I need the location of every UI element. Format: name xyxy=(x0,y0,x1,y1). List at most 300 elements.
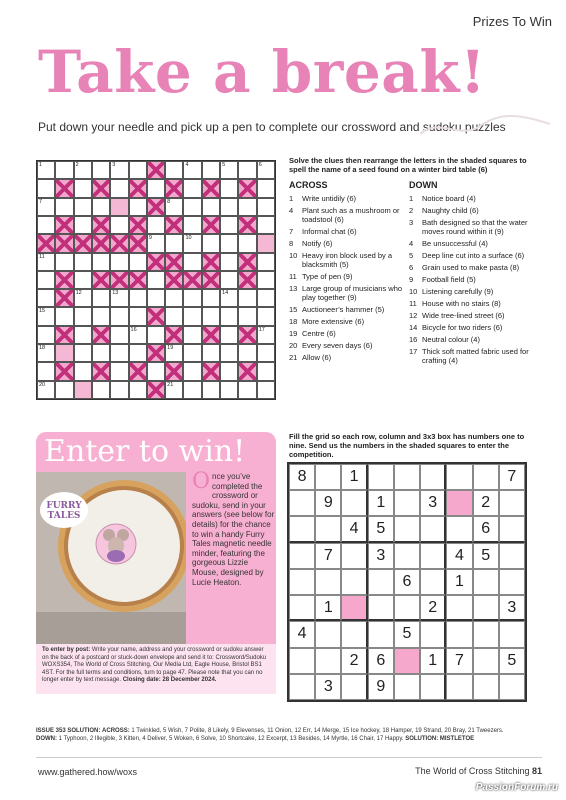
clue-text: Wide tree-lined street (6) xyxy=(422,310,505,320)
crossword-cell xyxy=(37,161,55,179)
clue-item xyxy=(409,275,541,284)
clue-num: 18 xyxy=(289,316,298,326)
crossword-cell xyxy=(202,216,220,234)
crossword-cell xyxy=(183,253,201,271)
sudoku-cell xyxy=(315,621,341,647)
crossword-cell xyxy=(257,344,275,362)
sudoku-cell xyxy=(420,464,446,490)
crossword-cell xyxy=(147,344,165,362)
crossword-cell xyxy=(74,179,92,197)
crossword-cell xyxy=(183,307,201,325)
crossword-cell xyxy=(220,289,238,307)
crossword-cell xyxy=(110,216,128,234)
crossword-cell xyxy=(220,179,238,197)
sudoku-cell xyxy=(473,648,499,674)
clue-number: 17 xyxy=(258,326,265,333)
crossword-cell xyxy=(55,234,73,252)
clue-num: 10 xyxy=(409,286,418,296)
crossword-cell xyxy=(55,161,73,179)
crossword-cell xyxy=(74,362,92,380)
sudoku-cell xyxy=(446,621,472,647)
crossword-cell xyxy=(202,179,220,197)
clue-text: Grain used to make pasta (8) xyxy=(422,262,520,272)
prize-description xyxy=(192,469,276,587)
crossword-cell xyxy=(92,161,110,179)
clue-number: 13 xyxy=(112,290,119,297)
clue-item xyxy=(409,218,541,236)
crossword-cell xyxy=(257,307,275,325)
crossword-cell xyxy=(55,198,73,216)
clue-item xyxy=(289,284,407,302)
sudoku-cell: 3 xyxy=(499,595,525,621)
crossword-cell xyxy=(238,307,256,325)
clue-number: 18 xyxy=(39,345,46,352)
clue-text: Listening carefully (9) xyxy=(422,286,494,296)
sudoku-cell: 4 xyxy=(341,516,367,542)
sudoku-cell xyxy=(341,595,367,621)
sudoku-cell: 9 xyxy=(368,674,394,700)
crossword-cell xyxy=(147,381,165,399)
crossword-cell xyxy=(165,362,183,380)
closing-date: 28 December 2024. xyxy=(162,677,217,683)
clue-text: Deep line cut into a surface (6) xyxy=(422,250,525,260)
sudoku-cell: 6 xyxy=(368,648,394,674)
prize-body: nce you’ve completed the crossword or sudoku, send in your answers (see below for details) for the chance to win a handy Furry Tales magnetic needle minder, featuring the gorgeous Lizzie Mouse, designed by Lucie Heaton. xyxy=(192,472,275,587)
sudoku-cell: 2 xyxy=(341,648,367,674)
crossword-cell xyxy=(110,271,128,289)
clue-item xyxy=(409,206,541,215)
crossword-cell xyxy=(129,161,147,179)
closing-label: Closing date: xyxy=(122,677,161,683)
crossword-cell xyxy=(129,362,147,380)
sudoku-cell xyxy=(394,516,420,542)
crossword-cell xyxy=(202,289,220,307)
sudoku-cell xyxy=(394,674,420,700)
crossword-cell xyxy=(165,381,183,399)
crossword-cell xyxy=(110,362,128,380)
crossword-cell xyxy=(147,179,165,197)
crossword-cell xyxy=(238,344,256,362)
sudoku-cell: 6 xyxy=(394,569,420,595)
crossword-cell xyxy=(92,307,110,325)
crossword-cell xyxy=(183,289,201,307)
clue-text: Write untidily (6) xyxy=(302,193,357,203)
clue-text: Type of pen (9) xyxy=(302,271,353,281)
crossword-cell xyxy=(147,289,165,307)
sudoku-cell xyxy=(341,674,367,700)
crossword-cell xyxy=(92,362,110,380)
solution-answer: MISTLETOE xyxy=(439,735,475,742)
crossword-cell xyxy=(74,234,92,252)
crossword-cell xyxy=(110,161,128,179)
crossword-cell xyxy=(165,271,183,289)
crossword-cell xyxy=(165,198,183,216)
crossword-cell xyxy=(110,289,128,307)
clue-item xyxy=(409,323,541,332)
crossword-cell xyxy=(129,234,147,252)
crossword-cell xyxy=(37,198,55,216)
sudoku-cell xyxy=(446,595,472,621)
clue-num: 21 xyxy=(289,352,298,362)
crossword-cell xyxy=(165,216,183,234)
crossword-cell xyxy=(110,234,128,252)
clue-item xyxy=(289,317,407,326)
crossword-cell xyxy=(74,253,92,271)
clue-number: 2 xyxy=(75,162,79,168)
crossword-cell xyxy=(238,362,256,380)
crossword-cell xyxy=(37,253,55,271)
crossword-cell xyxy=(74,216,92,234)
crossword-cell xyxy=(238,161,256,179)
sudoku-cell: 8 xyxy=(289,464,315,490)
clue-number: 21 xyxy=(167,381,174,388)
crossword-cell xyxy=(74,289,92,307)
sudoku-cell: 2 xyxy=(473,490,499,516)
crossword-cell xyxy=(257,289,275,307)
sudoku-cell xyxy=(420,543,446,569)
crossword-cell xyxy=(129,271,147,289)
clue-text: Informal chat (6) xyxy=(302,226,357,236)
sudoku-cell xyxy=(341,621,367,647)
sudoku-cell xyxy=(499,621,525,647)
clue-item xyxy=(289,239,407,248)
crossword-cell xyxy=(129,253,147,271)
clue-text: More extensive (6) xyxy=(302,316,365,326)
clue-num: 8 xyxy=(289,238,294,248)
crossword-cell xyxy=(110,381,128,399)
prize-title: Enter to win! xyxy=(44,434,246,469)
crossword-cell xyxy=(238,198,256,216)
crossword-cell xyxy=(202,344,220,362)
solution-across: 1 Twinkled, 5 Wish, 7 Polite, 8 Likely, 9 Elevenses, 11 Onion, 12 Err, 14 Merge, 15 Ice hockey, 18 Hamper, 19 Strand, 20 Bray, 21 Tweezers. xyxy=(131,728,504,734)
clue-number: 7 xyxy=(39,198,43,205)
crossword-cell xyxy=(55,326,73,344)
sudoku-cell xyxy=(420,621,446,647)
clue-number: 16 xyxy=(130,326,137,333)
sudoku-grid xyxy=(287,462,527,702)
crossword-cell xyxy=(147,216,165,234)
clue-item xyxy=(409,251,541,260)
watermark: PassionForum.ru xyxy=(475,782,558,793)
crossword-cell xyxy=(238,234,256,252)
crossword-cell xyxy=(74,344,92,362)
sudoku-cell xyxy=(289,516,315,542)
sudoku-cell: 6 xyxy=(473,516,499,542)
clue-num: 15 xyxy=(289,304,298,314)
entry-label: To enter by post: xyxy=(42,647,91,653)
clue-item xyxy=(409,194,541,203)
crossword-cell xyxy=(74,161,92,179)
crossword-cell xyxy=(55,381,73,399)
sudoku-cell xyxy=(473,674,499,700)
sudoku-cell xyxy=(420,569,446,595)
dropcap: O xyxy=(192,469,211,494)
clue-number: 12 xyxy=(75,290,82,297)
sudoku-cell: 7 xyxy=(499,464,525,490)
clue-num: 10 xyxy=(289,250,298,260)
crossword-cell xyxy=(129,326,147,344)
crossword-cell xyxy=(183,344,201,362)
crossword-cell xyxy=(238,216,256,234)
clue-item xyxy=(409,311,541,320)
clue-text: Allow (6) xyxy=(302,352,332,362)
sudoku-cell xyxy=(394,490,420,516)
footer-url[interactable]: www.gathered.how/woxs xyxy=(38,767,138,777)
crossword-cell xyxy=(129,198,147,216)
sudoku-cell xyxy=(499,569,525,595)
crossword-cell xyxy=(92,253,110,271)
sudoku-cell xyxy=(394,595,420,621)
crossword-cell xyxy=(183,216,201,234)
decorative-swirl-icon xyxy=(420,112,550,142)
crossword-cell xyxy=(238,381,256,399)
crossword-cell xyxy=(37,326,55,344)
sudoku-cell: 2 xyxy=(420,595,446,621)
crossword-cell xyxy=(183,179,201,197)
clue-item xyxy=(409,347,541,365)
entry-text: Write your name, address and your crossword or sudoku answer on the back of a postcard or stuck-down envelope and send it to: Crossword/Sudoku WOXS354, The World of Cross Stitching, Our Media Ltd, Eagle House, Bristol BS1 4ST. For the full terms and conditions, turn to page 47. Please note that you can no longer enter by text message. xyxy=(42,647,267,683)
crossword-cell xyxy=(74,326,92,344)
prize-image xyxy=(36,472,186,644)
crossword-cell xyxy=(183,381,201,399)
crossword-cell xyxy=(202,271,220,289)
clue-item xyxy=(289,206,407,224)
sudoku-cell: 3 xyxy=(368,543,394,569)
crossword-cell xyxy=(183,198,201,216)
svg-text:FURRY: FURRY xyxy=(46,501,82,511)
clue-item xyxy=(289,305,407,314)
crossword-cell xyxy=(147,253,165,271)
page-subtitle: Put down your needle and pick up a pen to complete our crossword and sudoku puzzles xyxy=(38,120,506,134)
crossword-cell xyxy=(55,253,73,271)
crossword-cell xyxy=(110,253,128,271)
crossword-cell xyxy=(129,289,147,307)
clue-text: Auctioneer’s hammer (5) xyxy=(302,304,385,314)
sudoku-cell: 1 xyxy=(420,648,446,674)
crossword-cell xyxy=(165,307,183,325)
clue-number: 10 xyxy=(185,235,192,242)
sudoku-cell: 7 xyxy=(315,543,341,569)
clue-num: 13 xyxy=(289,283,298,293)
clue-text: House with no stairs (8) xyxy=(422,298,501,308)
crossword-cell xyxy=(110,307,128,325)
crossword-cell xyxy=(165,253,183,271)
sudoku-cell xyxy=(315,569,341,595)
crossword-cell xyxy=(92,179,110,197)
crossword-cell xyxy=(37,179,55,197)
crossword-cell xyxy=(257,326,275,344)
crossword-cell xyxy=(129,307,147,325)
sudoku-cell xyxy=(394,464,420,490)
clue-number: 1 xyxy=(39,162,43,168)
footer-divider xyxy=(36,757,542,758)
crossword-cell xyxy=(110,326,128,344)
entry-instructions xyxy=(36,644,276,694)
crossword-cell xyxy=(37,289,55,307)
sudoku-cell: 5 xyxy=(368,516,394,542)
crossword-cell xyxy=(183,362,201,380)
clue-item xyxy=(289,329,407,338)
clue-num: 7 xyxy=(289,226,294,236)
sudoku-cell xyxy=(341,490,367,516)
sudoku-cell xyxy=(368,595,394,621)
crossword-cell xyxy=(238,253,256,271)
page-title: Take a break! xyxy=(38,38,486,106)
crossword-cell xyxy=(147,271,165,289)
crossword-cell xyxy=(55,271,73,289)
crossword-cell xyxy=(92,216,110,234)
sudoku-cell xyxy=(368,569,394,595)
sudoku-cell xyxy=(473,621,499,647)
clue-number: 9 xyxy=(148,235,152,242)
clue-item xyxy=(409,239,541,248)
clue-text: Notify (6) xyxy=(302,238,333,248)
solution-down: 1 Typhoon, 2 Illegible, 3 Kitten, 4 Deliver, 5 Woken, 6 Solve, 10 Shortcake, 12 Excerpt, 13 Besides, 14 Myrtle, 16 Chair, 17 Happy. xyxy=(58,735,404,742)
crossword-cell xyxy=(257,179,275,197)
clue-item xyxy=(289,251,407,269)
svg-text:TALES: TALES xyxy=(47,511,81,521)
sudoku-cell: 1 xyxy=(368,490,394,516)
clue-text: Notice board (4) xyxy=(422,193,476,203)
crossword-cell xyxy=(55,179,73,197)
crossword-cell xyxy=(202,198,220,216)
clue-num: 17 xyxy=(409,346,418,356)
crossword-cell xyxy=(202,326,220,344)
crossword-cell xyxy=(147,362,165,380)
clue-number: 4 xyxy=(185,162,189,168)
sudoku-cell xyxy=(289,674,315,700)
sudoku-cell xyxy=(499,674,525,700)
crossword-cell xyxy=(220,161,238,179)
clue-number: 8 xyxy=(167,198,171,205)
clue-text: Every seven days (6) xyxy=(302,340,373,350)
clue-num: 5 xyxy=(409,250,414,260)
crossword-cell xyxy=(220,362,238,380)
crossword-cell xyxy=(220,381,238,399)
crossword-cell xyxy=(92,289,110,307)
clue-number: 15 xyxy=(39,308,46,315)
clue-num: 12 xyxy=(409,310,418,320)
sudoku-cell xyxy=(341,569,367,595)
solution-down-label: DOWN: xyxy=(36,735,57,742)
sudoku-cell: 7 xyxy=(446,648,472,674)
sudoku-cell xyxy=(420,516,446,542)
sudoku-cell: 1 xyxy=(341,464,367,490)
clue-text: Thick soft matted fabric used for crafting (4) xyxy=(422,346,529,365)
sudoku-cell: 3 xyxy=(315,674,341,700)
crossword-cell xyxy=(92,198,110,216)
clue-num: 2 xyxy=(409,205,414,215)
crossword-cell xyxy=(257,381,275,399)
crossword-cell xyxy=(110,179,128,197)
clues-intro: Solve the clues then rearrange the letters in the shaded squares to spell the name of a seed found on a winter bird table (6) xyxy=(289,156,527,174)
clue-text: Centre (6) xyxy=(302,328,336,338)
crossword-grid xyxy=(36,160,276,400)
clue-text: Plant such as a mushroom or toadstool (6) xyxy=(302,205,400,224)
crossword-cell xyxy=(238,271,256,289)
crossword-cell xyxy=(55,307,73,325)
footer-magazine xyxy=(415,766,542,776)
sudoku-cell xyxy=(315,516,341,542)
crossword-cell xyxy=(202,234,220,252)
crossword-cell xyxy=(238,326,256,344)
sudoku-intro: Fill the grid so each row, column and 3x3 box has numbers one to nine. Send us the numbers in the shaded squares to enter the competition. xyxy=(289,432,525,459)
sudoku-cell xyxy=(289,569,315,595)
clue-text: Heavy iron block used by a blacksmith (5) xyxy=(302,250,393,269)
crossword-cell xyxy=(147,307,165,325)
crossword-cell xyxy=(202,307,220,325)
clue-num: 3 xyxy=(409,217,414,227)
crossword-cell xyxy=(220,326,238,344)
sudoku-cell xyxy=(499,490,525,516)
issue-label: ISSUE 353 SOLUTION: xyxy=(36,728,101,734)
solution-answer-label: SOLUTION: xyxy=(405,735,439,742)
sudoku-cell: 1 xyxy=(315,595,341,621)
clue-num: 20 xyxy=(289,340,298,350)
clue-num: 1 xyxy=(289,193,294,203)
clue-text: Naughty child (6) xyxy=(422,205,479,215)
crossword-cell xyxy=(129,179,147,197)
crossword-cell xyxy=(257,216,275,234)
clue-item xyxy=(289,272,407,281)
crossword-cell xyxy=(257,271,275,289)
crossword-cell xyxy=(165,326,183,344)
crossword-cell xyxy=(165,344,183,362)
crossword-cell xyxy=(129,216,147,234)
section-tag: Prizes To Win xyxy=(472,14,552,29)
crossword-cell xyxy=(37,381,55,399)
page-number: 81 xyxy=(531,766,542,776)
needle-minder-photo xyxy=(36,472,186,644)
sudoku-cell: 3 xyxy=(420,490,446,516)
crossword-cell xyxy=(183,326,201,344)
clue-num: 1 xyxy=(409,193,414,203)
sudoku-cell xyxy=(394,648,420,674)
clue-item xyxy=(289,227,407,236)
clue-number: 3 xyxy=(112,162,116,168)
clue-number: 5 xyxy=(222,162,226,168)
clue-num: 9 xyxy=(409,274,414,284)
crossword-cell xyxy=(37,307,55,325)
crossword-cell xyxy=(257,362,275,380)
clue-num: 19 xyxy=(289,328,298,338)
clue-number: 6 xyxy=(258,162,262,168)
crossword-cell xyxy=(55,289,73,307)
clue-number: 14 xyxy=(222,290,229,297)
crossword-cell xyxy=(220,253,238,271)
crossword-cell xyxy=(183,161,201,179)
sudoku-cell xyxy=(473,569,499,595)
sudoku-cell xyxy=(446,674,472,700)
clue-number: 19 xyxy=(167,345,174,352)
clue-number: 11 xyxy=(39,253,45,260)
crossword-cell xyxy=(37,216,55,234)
clue-item xyxy=(289,194,407,203)
clue-item xyxy=(409,335,541,344)
crossword-cell xyxy=(37,271,55,289)
sudoku-cell xyxy=(289,543,315,569)
crossword-cell xyxy=(92,381,110,399)
crossword-cell xyxy=(129,344,147,362)
crossword-cell xyxy=(110,198,128,216)
crossword-cell xyxy=(74,307,92,325)
across-list xyxy=(289,194,407,362)
down-heading: DOWN xyxy=(409,180,438,190)
crossword-cell xyxy=(55,216,73,234)
sudoku-cell xyxy=(446,464,472,490)
across-heading: ACROSS xyxy=(289,180,328,190)
prize-panel xyxy=(36,432,276,644)
